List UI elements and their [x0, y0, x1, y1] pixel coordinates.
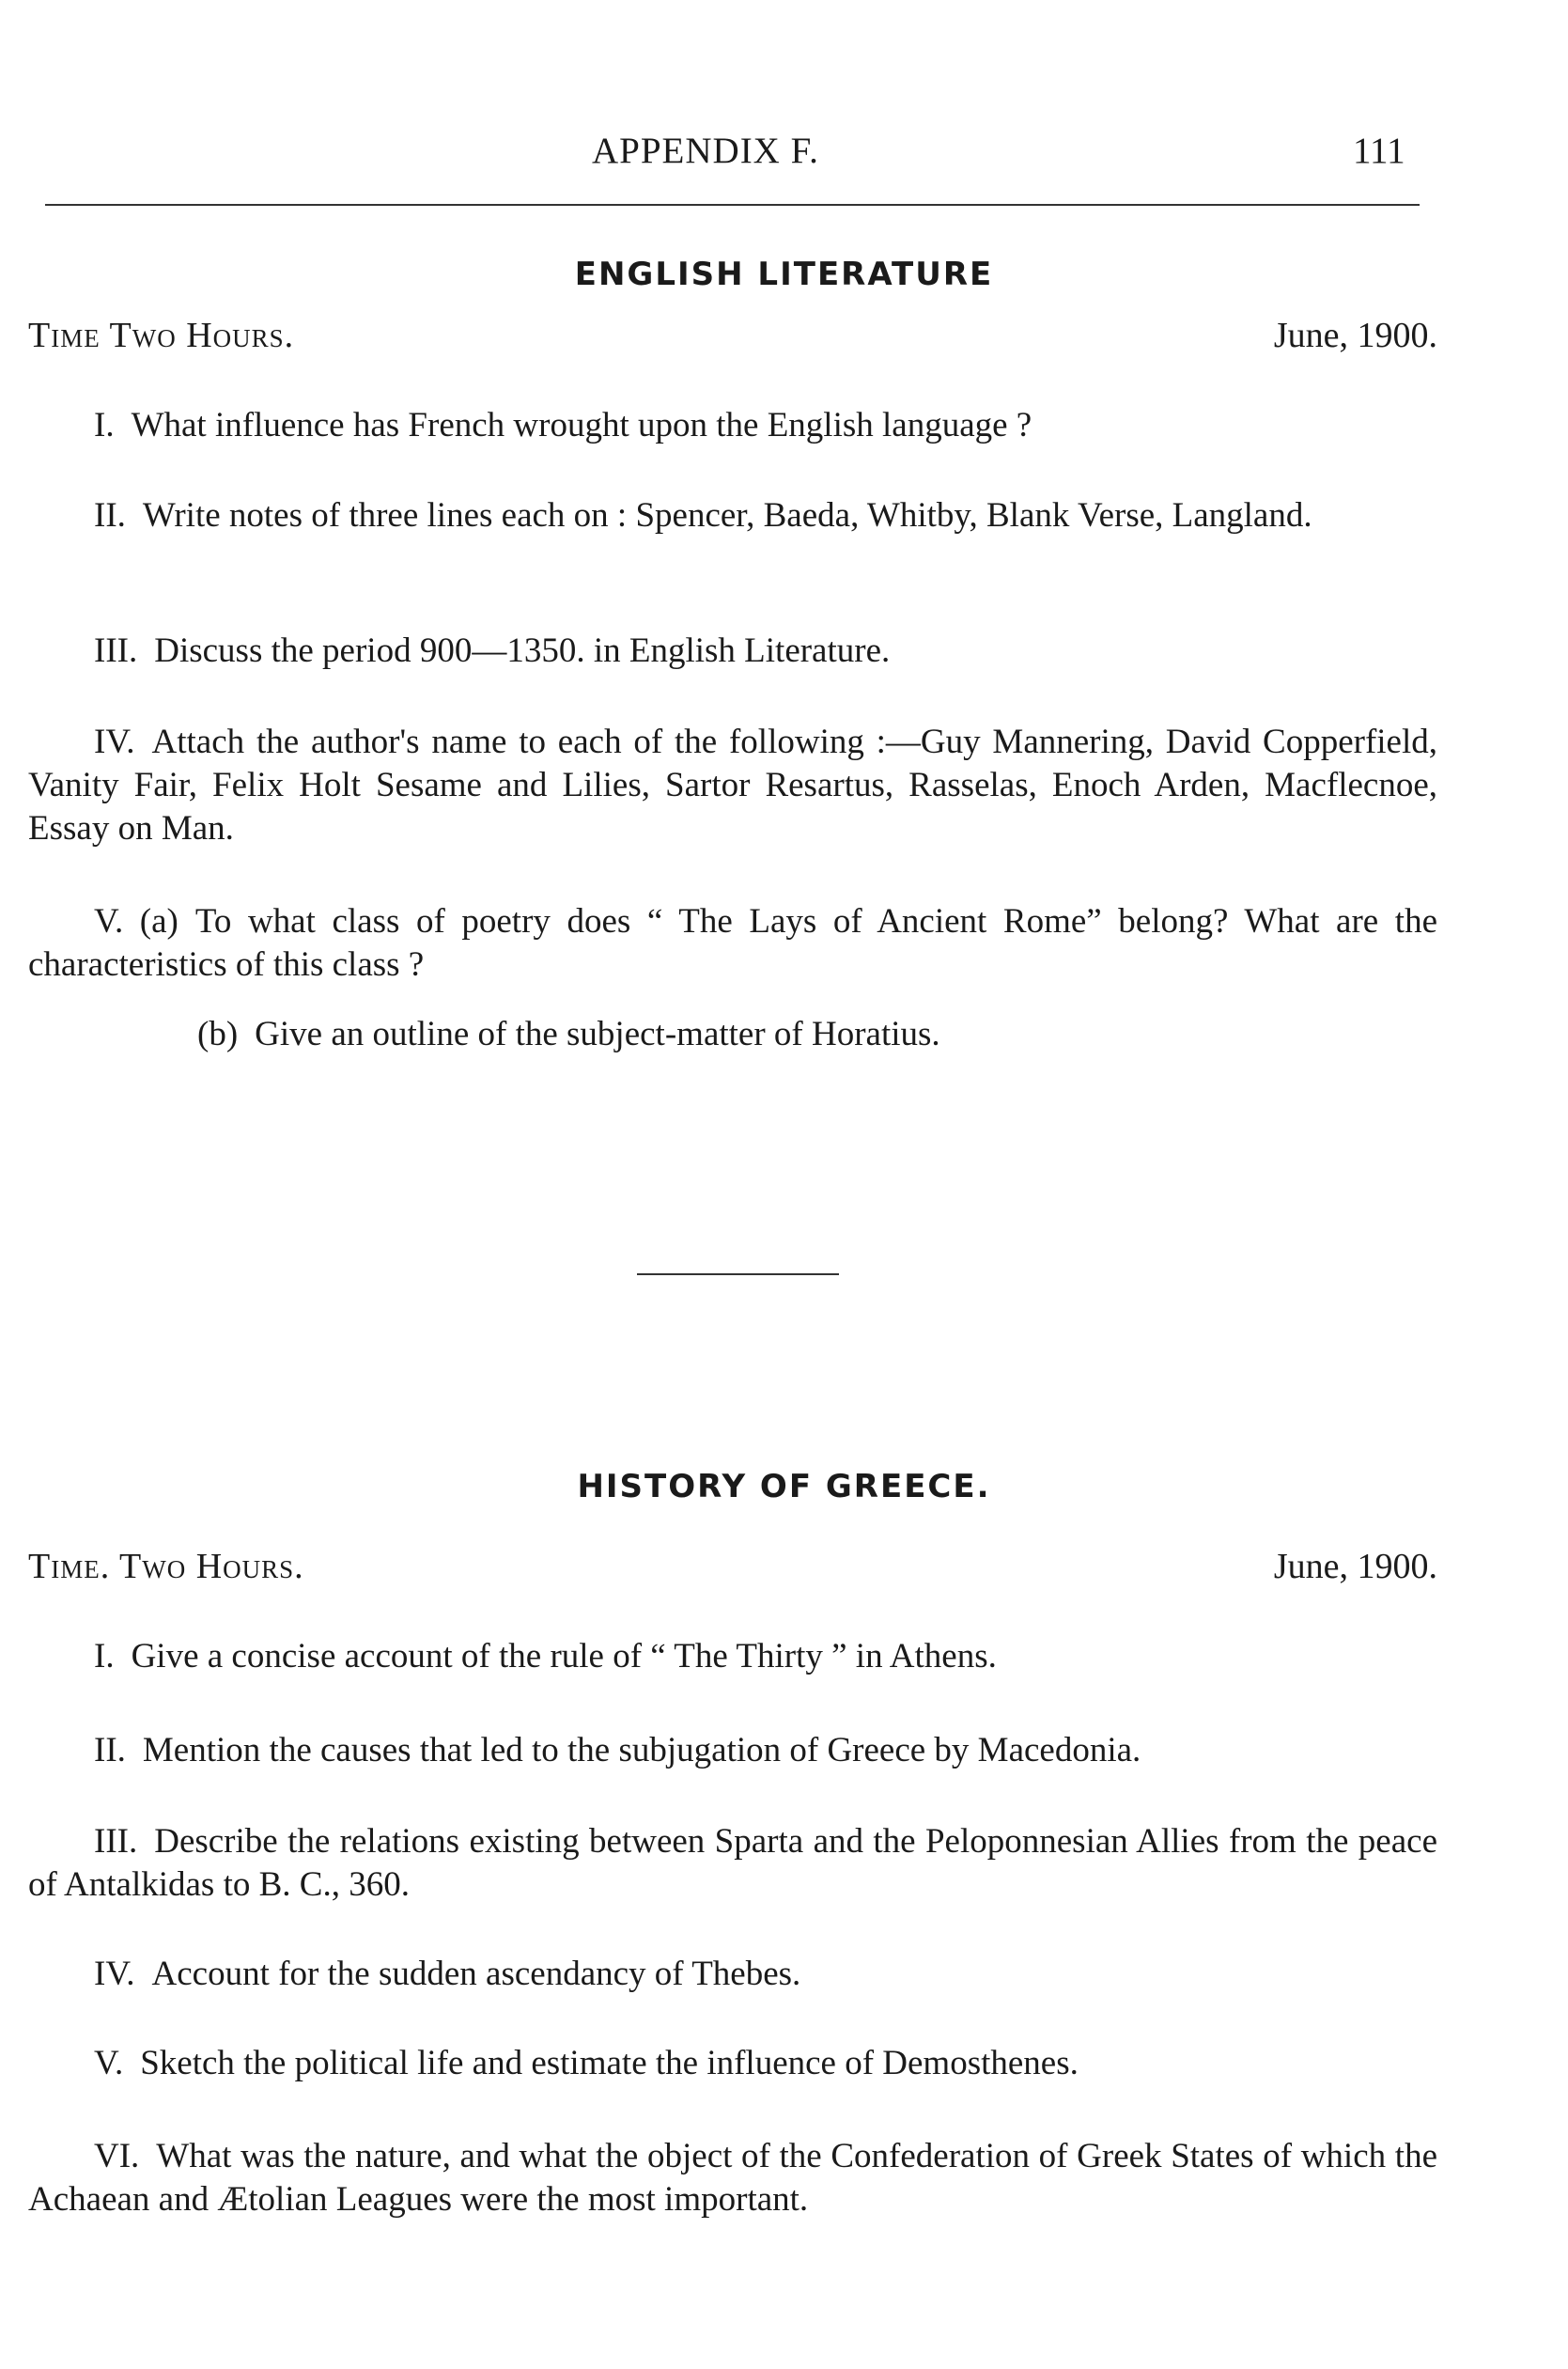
running-head [0, 130, 1568, 177]
question-item [28, 2135, 1437, 2221]
question-number: III. [94, 1822, 138, 1861]
question-number: VI. [94, 2137, 140, 2175]
question-text: What influence has French wrought upon the English language ? [131, 406, 1032, 444]
question-item [28, 900, 1437, 987]
question-number: V. [94, 2044, 124, 2082]
question-number: (b) [197, 1015, 239, 1053]
question-number: II. [94, 496, 126, 535]
question-item [28, 1013, 1437, 1056]
question-item [28, 2042, 1437, 2085]
section-divider [637, 1273, 839, 1275]
question-text: Give a concise account of the rule of “ The Thirty ” in Athens. [131, 1637, 997, 1675]
question-item [28, 721, 1437, 850]
question-text: Describe the relations existing between Sparta and the Peloponnesian Allies from the peace of Antalkidas to B. C., 360. [28, 1822, 1437, 1904]
question-number: V. (a) [94, 902, 179, 941]
question-number: I. [94, 1637, 115, 1675]
section-heading-english-literature: ENGLISH LITERATURE [574, 256, 994, 293]
question-number: IV. [94, 1955, 135, 1993]
question-number: II. [94, 1731, 126, 1769]
exam-meta-history [28, 1546, 1437, 1588]
question-item [28, 1953, 1437, 1996]
question-item [28, 1729, 1437, 1772]
question-number: III. [94, 631, 138, 670]
exam-meta-english [28, 315, 1437, 357]
question-text: To what class of poetry does “ The Lays of Ancient Rome” belong? What are the characteristics of this class ? [28, 902, 1438, 984]
exam-time: Time Two Hours. [28, 316, 295, 355]
exam-date: June, 1900. [1273, 316, 1437, 355]
page-number: 111 [1353, 131, 1405, 171]
question-text: Attach the author's name to each of the following :—Guy Mannering, David Copperfield, Vanity Fair, Felix Holt Sesame and Lilies, Sartor Resartus, Rasselas, Enoch Arden, Macflecnoe, Essay on Man. [28, 723, 1437, 848]
question-item [28, 404, 1437, 447]
question-item [28, 1820, 1437, 1907]
header-rule [45, 204, 1420, 206]
question-text: Account for the sudden ascendancy of Thebes. [151, 1955, 801, 1993]
section-heading-history-of-greece: HISTORY OF GREECE. [577, 1468, 991, 1505]
question-text: Discuss the period 900—1350. in English Literature. [154, 631, 891, 670]
question-number: I. [94, 406, 115, 444]
question-text: Mention the causes that led to the subjugation of Greece by Macedonia. [142, 1731, 1141, 1769]
question-item [28, 1635, 1437, 1678]
question-text: Sketch the political life and estimate the influence of Demosthenes. [140, 2044, 1079, 2082]
running-title: APPENDIX F. [592, 131, 819, 171]
question-item [28, 630, 1437, 673]
question-text: What was the nature, and what the object of the Confederation of Greek States of which the Achaean and Ætolian Leagues were the most important. [28, 2137, 1437, 2219]
exam-time: Time. Two Hours. [28, 1547, 304, 1586]
question-text: Write notes of three lines each on : Spencer, Baeda, Whitby, Blank Verse, Langland. [142, 496, 1312, 535]
question-text: Give an outline of the subject-matter of Horatius. [255, 1015, 940, 1053]
question-item [28, 494, 1437, 538]
exam-date: June, 1900. [1273, 1547, 1437, 1586]
question-number: IV. [94, 723, 135, 761]
